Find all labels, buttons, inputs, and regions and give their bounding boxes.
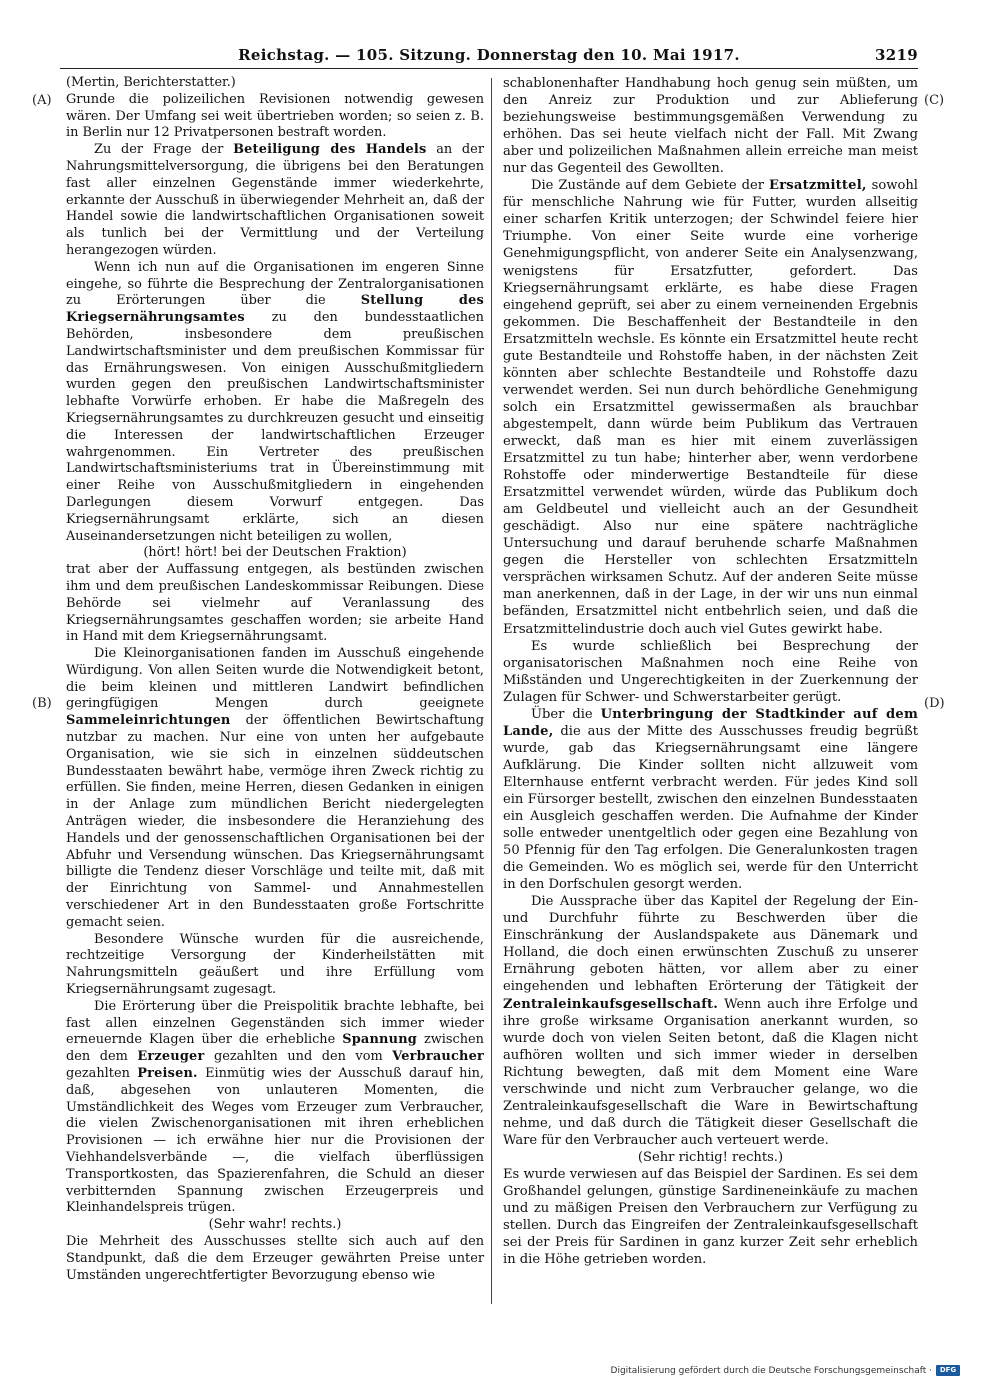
paragraph: Die Kleinorganisationen fanden im Ausschuß eingehende Würdigung. Von allen Seiten wurde die Notwendigkeit betont, die beim kleinen und mittleren Landwirt befindlichen geringfügigen Mengen durch geeignete Sammeleinrichtungen der öffentlichen Bewirtschaftung nutzbar zu machen. Nur eine von unten her aufgebaute Organisation, wie sie sich in einzelnen süddeutschen Bundesstaaten bewährt habe, vermöge ihren Zweck richtig zu erfüllen. Sie finden, meine Herren, diesen Gedanken in einigen in der Anlage zum mündlichen Bericht niedergelegten Anträgen wieder, die insbesondere die Heranziehung des Handels und der genossenschaftlichen Organisationen bei der Abfuhr und Versendung wünschen. Das Kriegsernährungsamt billigte die Tendenz dieser Vorschläge und teilte mit, daß mit der Einrichtung von Sammel- und Annahmestellen verschiedener Art in den Bundesstaaten große Fortschritte gemacht seien. xyxy=(66,646,484,930)
paragraph: Die Mehrheit des Ausschusses stellte sich auch auf den Standpunkt, daß die dem Erzeuger gewährten Preise unter Umständen ungerechtfertigter Bevorzugung ebenso wie xyxy=(66,1233,484,1283)
credit-text: Digitalisierung gefördert durch die Deutsche Forschungsgemeinschaft · xyxy=(610,1365,932,1376)
paragraph: Die Erörterung über die Preispolitik brachte lebhafte, bei fast allen einzelnen Gegenständen sich immer wieder erneuernde Klagen über die erhebliche Spannung zwischen den dem Erzeuger gezahlten und den vom Verbraucher gezahlten Preisen. Einmütig wies der Ausschuß darauf hin, daß, abgesehen von unlauteren Momenten, die Umständlichkeit des Weges vom Erzeuger zum Verbraucher, die vielen Zwischenorganisationen mit ihren erheblichen Provisionen — ich erwähne hier nur die Provisionen der Viehhandelsverbände —, die vielfach überflüssigen Transportkosten, das Spazierenfahren, die Schuld an dieser verbitternden Spannung zwischen Erzeugerpreis und Kleinhandelspreis trügen. xyxy=(66,998,484,1216)
paragraph: schablonenhafter Handhabung hoch genug sein müßten, um den Anreiz zur Produktion und zur Ablieferung beziehungsweise bestimmungsgemäßen Verwendung zu erhöhen. Das sei heute vielfach nicht der Fall. Mit Zwang aber und polizeilichen Maßnahmen allein erreiche man meist nur das Gegenteil des Gewollten. xyxy=(503,76,918,177)
emphasis: Ersatzmittel, xyxy=(769,178,867,194)
paragraph: Zu der Frage der Beteiligung des Handels an der Nahrungsmittelversorgung, die übrigens bei den Beratungen fast aller einzelnen Gegenstände immer wiederkehrte, erkannte der Ausschuß in überwiegender Mehrheit an, daß der Handel sowie die landwirtschaftlichen Organisationen soweit als tunlich bei der Vermittlung und der Verteilung herangezogen würden. xyxy=(66,142,484,258)
page-number: 3219 xyxy=(875,46,918,64)
interjection: (hört! hört! bei der Deutschen Fraktion) xyxy=(143,545,407,561)
running-header xyxy=(60,46,918,69)
emphasis: Erzeuger xyxy=(137,1049,205,1065)
margin-letter-c: (C) xyxy=(924,93,945,108)
paragraph: Es wurde schließlich bei Besprechung der organisatorischen Maßnahmen noch eine Reihe von Mißständen und Ungerechtigkeiten in der Zuerkennung der Zulagen für Schwer- und Schwerstarbeiter gerügt. xyxy=(503,638,918,705)
paragraph: Die Zustände auf dem Gebiete der Ersatzmittel, sowohl für menschliche Nahrung wie für Futter, wurden allseitig einer scharfen Kritik unterzogen; der Schwindel feiere hier Triumphe. Von einer Seite wurde eine vorherige Genehmigungspflicht, von anderer Seite ein Analysenzwang, wenigstens für Ersatzfutter, gefordert. Das Kriegsernährungsamt erklärte, es habe diese Fragen eingehend geprüft, sei aber zu einem verneinenden Ergebnis gekommen. Die Beschaffenheit der Bestandteile in den Ersatzmitteln wechsle. Es könnte ein Ersatzmittel heute recht gute Bestandteile und Rohstoffe haben, in der nächsten Zeit könnten aber schlechte Bestandteile und Rohstoffe dazu verwendet werden. Sei nun durch behördliche Genehmigung solch ein Ersatzmittel gewissermaßen als brauchbar abgestempelt, dann würde beim Publikum das Vertrauen erweckt, daß man es hier mit einem zuverlässigen Ersatzmittel zu tun habe; hinterher aber, wenn verdorbene Rohstoffe oder minderwertige Bestandteile für diese Ersatzmittel verwendet würden, würde das Publikum doch am Geldbeutel und vielleicht auch an der Gesundheit geschädigt. Also nur eine spätere nachträgliche Untersuchung und darauf beruhende scharfe Maßnahmen gegen die Hersteller von schlechten Ersatzmitteln versprächen wirksamen Schutz. Auf der anderen Seite müsse man anerkennen, daß in der Lage, in der wir uns nun einmal befänden, Ersatzmittel nicht entbehrlich seien, und daß die Ersatzmittelindustrie doch auch viel Gutes gewirkt habe. xyxy=(503,178,918,637)
emphasis: Beteiligung des Handels xyxy=(233,142,427,158)
paragraph: Grunde die polizeilichen Revisionen notwendig gewesen wären. Der Umfang sei weit übertrieben worden; so seien z. B. in Berlin nur 12 Privatpersonen bestraft worden. xyxy=(66,91,484,141)
paragraph: Wenn ich nun auf die Organisationen im engeren Sinne eingehe, so führte die Besprechung der Zentralorganisationen zu Erörterungen über die Stellung des Kriegsernährungsamtes zu den bundesstaatlichen Behörden, insbesondere dem preußischen Landwirtschaftsminister und dem preußischen Kommissar für das Ernährungswesen. Von einigen Ausschußmitgliedern wurden gegen den preußischen Landwirtschaftsminister lebhafte Vorwürfe erhoben. Er habe die Maßregeln des Kriegsernährungsamtes zu durchkreuzen gesucht und einseitig die Interessen der landwirtschaftlichen Erzeuger wahrgenommen. Ein Vertreter des preußischen Landwirtschaftsministeriums trat in Übereinstimmung mit einer Reihe von Ausschußmitgliedern in eingehenden Darlegungen diesem Vorwurf entgegen. Das Kriegsernährungsamt erklärte, sich an diesen Auseinandersetzungen nicht beteiligen zu wollen, xyxy=(66,259,484,544)
right-column xyxy=(503,75,918,1268)
speaker-note: (Mertin, Berichterstatter.) xyxy=(66,75,236,90)
paragraph: Die Aussprache über das Kapitel der Regelung der Ein- und Durchfuhr führte zu Beschwerden über die Einschränkung der Auslandspakete aus Dänemark und Holland, die doch einen erwünschten Zuschuß zu unserer Ernährung geboten hätten, vor allem aber zu einer eingehenden und lebhaften Erörterung der Tätigkeit der Zentraleinkaufsgesellschaft. Wenn auch ihre Erfolge und ihre große wirksame Organisation anerkannt wurden, so wurde doch von vielen Seiten betont, daß die Klagen nicht aufhören wollten und sich immer wieder in derselben Richtung bewegten, daß mit dem Moment eine Ware verschwinde und nicht zum Verbraucher gelange, wo die Zentraleinkaufsgesellschaft die Ware in Bewirtschaftung nehme, und daß durch die Tätigkeit dieser Gesellschaft die Ware für den Verbraucher auch verteuert werde. xyxy=(503,894,918,1148)
left-column xyxy=(66,75,484,1284)
emphasis: Preisen. xyxy=(137,1066,198,1082)
margin-letter-b: (B) xyxy=(32,696,52,711)
paragraph: Es wurde verwiesen auf das Beispiel der Sardinen. Es sei dem Großhandel gelungen, günstige Sardineneinkäufe zu machen und zu mäßigen Preisen den Verbrauchern zur Verfügung zu stellen. Durch das Eingreifen der Zentraleinkaufsgesellschaft sei der Preis für Sardinen in ganz kurzer Zeit sehr erheblich in die Höhe getrieben worden. xyxy=(503,1167,918,1268)
column-divider xyxy=(491,78,492,1304)
emphasis: Sammeleinrichtungen xyxy=(66,713,231,729)
margin-letter-a: (A) xyxy=(32,93,52,108)
emphasis: Spannung xyxy=(342,1032,417,1048)
header-title: Reichstag. — 105. Sitzung. Donnerstag den 10. Mai 1917. xyxy=(238,46,740,64)
dfg-logo: DFG xyxy=(936,1365,960,1376)
paragraph: Über die Unterbringung der Stadtkinder auf dem Lande, die aus der Mitte des Ausschusses freudig begrüßt wurde, gab das Kriegsernährungsamt eine längere Aufklärung. Die Kinder sollten nicht allzuweit vom Elternhause entfernt verbracht werden. Für jedes Kind soll ein Fürsorger bestellt, zwischen den einzelnen Bundesstaaten ein Ausgleich geschaffen werden. Die Aufnahme der Kinder solle entweder unentgeltlich oder gegen eine Bezahlung von 50 Pfennig für den Tag erfolgen. Die Generalunkosten tragen die Gemeinden. Wo es möglich sei, werde für den Unterricht in den Dorfschulen gesorgt werden. xyxy=(503,706,919,893)
paragraph: Besondere Wünsche wurden für die ausreichende, rechtzeitige Versorgung der Kinderheilstätten mit Nahrungsmitteln geäußert und ihre Erfüllung vom Kriegsernährungsamt zugesagt. xyxy=(66,931,484,998)
emphasis: Stellung des Kriegsernährungsamtes xyxy=(66,293,484,326)
emphasis: Verbraucher xyxy=(392,1049,484,1065)
digitization-credit xyxy=(611,1365,960,1376)
margin-letter-d: (D) xyxy=(924,696,945,711)
emphasis: Unterbringung der Stadtkinder auf dem Lande, xyxy=(503,706,918,739)
interjection: (Sehr richtig! rechts.) xyxy=(637,1149,784,1165)
interjection: (Sehr wahr! rechts.) xyxy=(208,1217,342,1233)
paragraph: trat aber der Auffassung entgegen, als bestünden zwischen ihm und dem preußischen Landeskommissar Reibungen. Diese Behörde sei vielmehr auf Veranlassung des Kriegsernährungsamtes geschaffen worden; sie arbeite Hand in Hand mit dem Kriegsernährungsamt. xyxy=(66,562,484,645)
emphasis: Zentraleinkaufsgesellschaft. xyxy=(503,996,719,1012)
